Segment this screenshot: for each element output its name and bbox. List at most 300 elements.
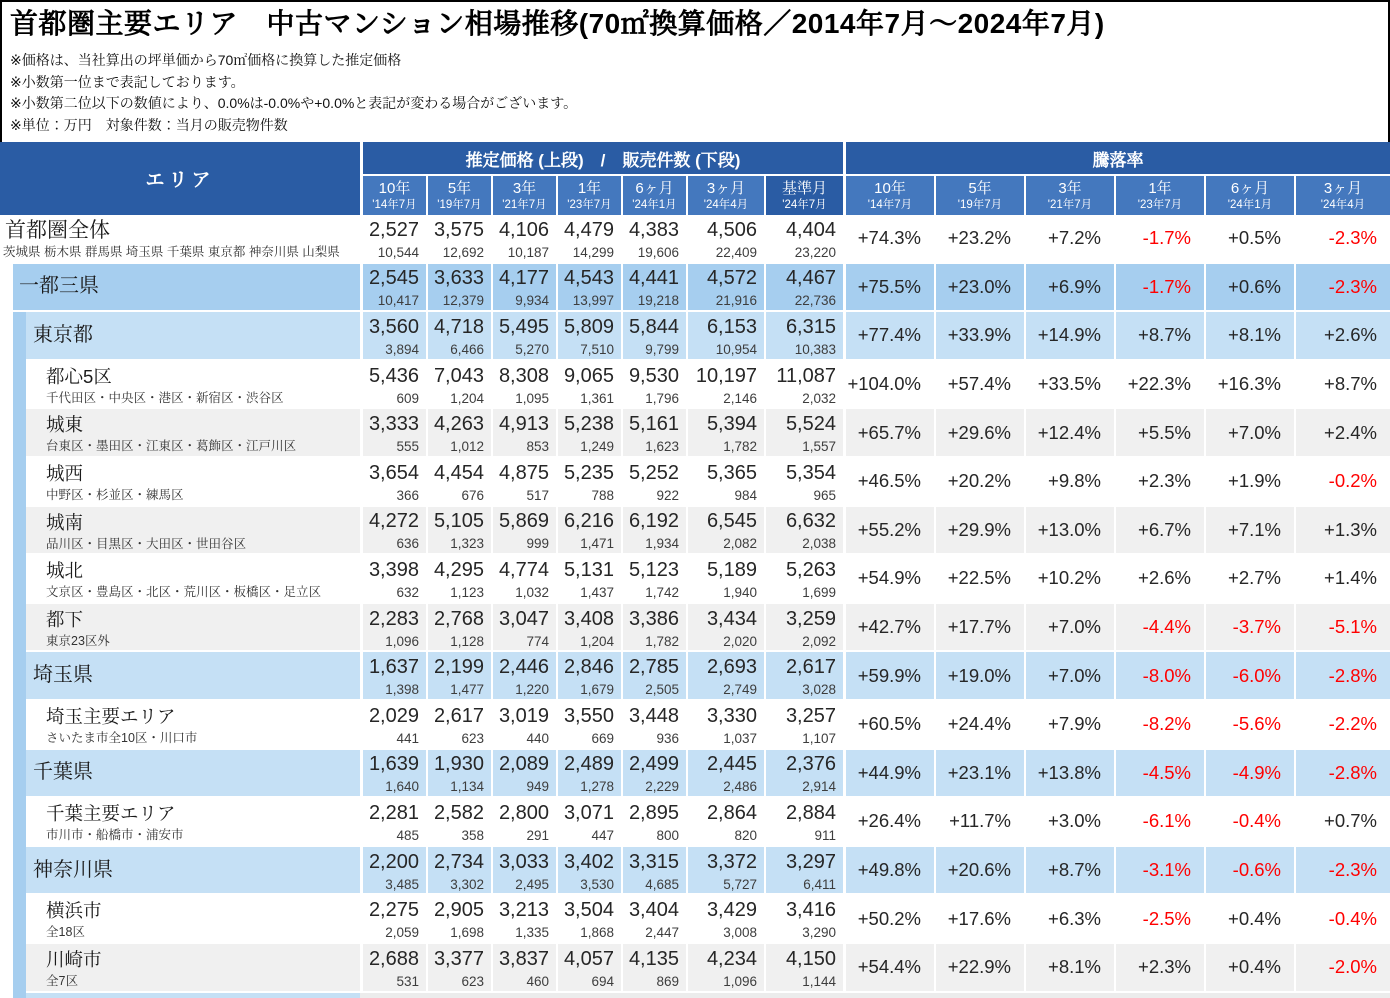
cutoff-row-sliver — [0, 993, 1390, 998]
price-cell — [558, 361, 623, 410]
price-cell — [428, 264, 493, 313]
listing-count: 10,544 — [377, 244, 419, 260]
hierarchy-strip — [13, 361, 26, 410]
rate-value: +2.6% — [1116, 555, 1206, 604]
listing-count: 636 — [396, 536, 419, 552]
page-title: 首都圏主要エリア 中古マンション相場推移(70㎡換算価格／2014年7月～2024年7月) — [10, 8, 1105, 39]
estimated-price: 4,506 — [706, 218, 757, 241]
area-content — [26, 847, 360, 894]
listing-count: 1,249 — [580, 439, 614, 455]
price-cell — [623, 361, 688, 410]
price-cell — [428, 215, 493, 264]
price-cell — [688, 264, 766, 313]
price-cell — [493, 847, 558, 896]
column-date-label: '19年7月 — [957, 198, 1003, 211]
table-header — [0, 142, 1390, 215]
area-name: 横浜市 — [46, 900, 102, 922]
listing-count: 965 — [813, 487, 836, 503]
rate-value: -0.2% — [1296, 458, 1390, 507]
column-period-label: 3ヶ月 — [1323, 179, 1363, 197]
rate-value: -0.6% — [1206, 847, 1296, 896]
listing-count: 1,623 — [645, 439, 679, 455]
title-row — [2, 2, 1388, 44]
estimated-price: 4,263 — [433, 413, 484, 436]
rate-value: +44.9% — [846, 750, 936, 799]
listing-count: 485 — [396, 827, 419, 843]
estimated-price: 3,837 — [498, 947, 549, 970]
listing-count: 694 — [591, 973, 614, 989]
rate-value: +22.9% — [936, 944, 1026, 993]
price-cell — [558, 944, 623, 993]
area-content — [26, 895, 360, 942]
price-group-header: 推定価格 (上段) / 販売件数 (下段) — [363, 142, 843, 176]
price-column-header — [558, 176, 623, 215]
price-cell — [623, 895, 688, 944]
price-cell — [428, 361, 493, 410]
rate-value: +22.3% — [1116, 361, 1206, 410]
rate-value: -5.6% — [1206, 701, 1296, 750]
area-cell — [0, 944, 360, 993]
area-name: 城西 — [46, 462, 84, 484]
hierarchy-strip — [13, 604, 26, 653]
listing-count: 788 — [591, 487, 614, 503]
price-cell — [688, 361, 766, 410]
rate-value: +8.7% — [1116, 312, 1206, 361]
column-period-label: 5年 — [968, 179, 992, 197]
estimated-price: 2,499 — [628, 753, 679, 776]
price-cell — [623, 264, 688, 313]
price-cell — [688, 507, 766, 556]
estimated-price: 2,905 — [433, 899, 484, 922]
rate-value: -0.4% — [1296, 895, 1390, 944]
estimated-price: 3,333 — [368, 413, 419, 436]
listing-count: 14,299 — [572, 244, 614, 260]
listing-count: 1,796 — [645, 390, 679, 406]
rate-value: -1.7% — [1116, 264, 1206, 313]
estimated-price: 3,416 — [785, 899, 836, 922]
estimated-price: 2,376 — [785, 753, 836, 776]
indent-spacer — [0, 361, 13, 408]
rate-value: +2.6% — [1296, 312, 1390, 361]
area-name: 千葉県 — [33, 761, 93, 784]
area-name: 城東 — [46, 414, 84, 436]
listing-count: 447 — [591, 827, 614, 843]
price-cell — [766, 312, 843, 361]
rate-value: +1.3% — [1296, 507, 1390, 556]
estimated-price: 10,197 — [695, 364, 757, 387]
price-cell — [623, 409, 688, 458]
listing-count: 1,123 — [450, 584, 484, 600]
price-cell — [363, 312, 428, 361]
price-cell — [688, 847, 766, 896]
rate-value: +33.9% — [936, 312, 1026, 361]
rate-value: -8.0% — [1116, 652, 1206, 701]
estimated-price: 4,404 — [785, 218, 836, 241]
price-column-headers — [363, 176, 843, 215]
rate-column-header — [936, 176, 1026, 215]
table-row — [0, 264, 1390, 313]
rate-value: +8.1% — [1026, 944, 1116, 993]
listing-count: 2,092 — [802, 633, 836, 649]
price-cell — [688, 798, 766, 847]
column-date-label: '24年4月 — [703, 198, 749, 211]
hierarchy-strip — [13, 312, 26, 361]
price-cell — [558, 215, 623, 264]
price-cell — [493, 458, 558, 507]
rate-value: -2.3% — [1296, 215, 1390, 264]
rate-value: +1.4% — [1296, 555, 1390, 604]
estimated-price: 6,315 — [785, 315, 836, 338]
column-period-label: 1年 — [1148, 179, 1172, 197]
rate-value: -6.1% — [1116, 798, 1206, 847]
estimated-price: 2,029 — [368, 704, 419, 727]
column-date-label: '23年7月 — [567, 198, 612, 211]
area-subtitle: 品川区・目黒区・大田区・世田谷区 — [46, 536, 247, 551]
price-cell — [623, 215, 688, 264]
area-content — [26, 458, 360, 505]
estimated-price: 3,377 — [433, 947, 484, 970]
listing-count: 1,361 — [580, 390, 614, 406]
price-cell — [493, 895, 558, 944]
area-subtitle: 千代田区・中央区・港区・新宿区・渋谷区 — [46, 390, 284, 405]
rate-value: -4.5% — [1116, 750, 1206, 799]
rate-value: +7.0% — [1026, 604, 1116, 653]
price-cell — [623, 847, 688, 896]
hierarchy-strip — [13, 847, 26, 896]
estimated-price: 5,436 — [368, 364, 419, 387]
estimated-price: 2,800 — [498, 801, 549, 824]
price-cell — [623, 944, 688, 993]
rate-column-header — [1206, 176, 1296, 215]
estimated-price: 5,252 — [628, 461, 679, 484]
estimated-price: 5,235 — [563, 461, 614, 484]
column-date-label: '24年7月 — [782, 198, 827, 211]
price-cell — [428, 458, 493, 507]
estimated-price: 7,043 — [433, 364, 484, 387]
area-cell — [0, 458, 360, 507]
listing-count: 1,037 — [723, 730, 757, 746]
price-column-header — [363, 176, 428, 215]
rate-value: +7.2% — [1026, 215, 1116, 264]
estimated-price: 3,654 — [368, 461, 419, 484]
listing-count: 3,290 — [802, 925, 836, 941]
table-row — [0, 458, 1390, 507]
estimated-price: 3,019 — [498, 704, 549, 727]
rate-value: +59.9% — [846, 652, 936, 701]
listing-count: 800 — [656, 827, 679, 843]
listing-count: 2,032 — [802, 390, 836, 406]
estimated-price: 3,575 — [433, 218, 484, 241]
rate-value: +13.0% — [1026, 507, 1116, 556]
price-cell — [558, 555, 623, 604]
indent-spacer — [0, 895, 13, 942]
estimated-price: 2,785 — [628, 656, 679, 679]
price-cell — [493, 944, 558, 993]
hierarchy-strip — [13, 895, 26, 944]
rate-value: +7.9% — [1026, 701, 1116, 750]
rate-value: +7.1% — [1206, 507, 1296, 556]
table-row — [0, 847, 1390, 896]
price-cell — [623, 750, 688, 799]
rate-value: +17.7% — [936, 604, 1026, 653]
price-cell — [493, 750, 558, 799]
indent-spacer — [0, 847, 13, 894]
listing-count: 3,008 — [723, 925, 757, 941]
price-cell — [688, 409, 766, 458]
notes — [2, 44, 1388, 140]
listing-count: 6,466 — [450, 341, 484, 357]
area-name: 都心5区 — [46, 365, 112, 387]
rate-value: +6.9% — [1026, 264, 1116, 313]
rate-value: +3.0% — [1026, 798, 1116, 847]
listing-count: 999 — [526, 536, 549, 552]
area-subtitle: 文京区・豊島区・北区・荒川区・板橋区・足立区 — [46, 585, 322, 600]
estimated-price: 5,123 — [628, 558, 679, 581]
listing-count: 3,485 — [385, 876, 419, 892]
rate-value: +19.0% — [936, 652, 1026, 701]
listing-count: 6,411 — [803, 876, 836, 892]
area-cell — [0, 798, 360, 847]
table-row — [0, 361, 1390, 410]
price-cell — [493, 701, 558, 750]
price-cell — [688, 944, 766, 993]
rate-value: +0.7% — [1296, 798, 1390, 847]
estimated-price: 2,895 — [628, 801, 679, 824]
listing-count: 936 — [656, 730, 679, 746]
area-name: 埼玉主要エリア — [46, 705, 176, 727]
rate-value: +23.1% — [936, 750, 1026, 799]
listing-count: 9,934 — [515, 293, 549, 309]
rate-value: +23.2% — [936, 215, 1026, 264]
listing-count: 358 — [461, 827, 484, 843]
area-cell — [0, 507, 360, 556]
area-cell — [0, 555, 360, 604]
price-cell — [428, 409, 493, 458]
column-period-label: 基準月 — [781, 179, 827, 197]
price-cell — [766, 361, 843, 410]
rate-column-header — [1026, 176, 1116, 215]
estimated-price: 3,071 — [563, 801, 614, 824]
price-cell — [363, 847, 428, 896]
rate-value: +29.6% — [936, 409, 1026, 458]
price-cell — [766, 847, 843, 896]
price-cell — [428, 944, 493, 993]
estimated-price: 2,864 — [706, 801, 757, 824]
column-date-label: '24年4月 — [1320, 198, 1366, 211]
price-column-header — [428, 176, 493, 215]
estimated-price: 2,734 — [433, 850, 484, 873]
price-cell — [363, 361, 428, 410]
estimated-price: 5,161 — [628, 413, 679, 436]
listing-count: 632 — [396, 584, 419, 600]
price-cell — [493, 409, 558, 458]
listing-count: 2,229 — [645, 779, 679, 795]
area-content — [26, 409, 360, 456]
price-cell — [428, 750, 493, 799]
estimated-price: 2,768 — [433, 607, 484, 630]
listing-count: 869 — [656, 973, 679, 989]
estimated-price: 5,189 — [706, 558, 757, 581]
rate-value: +20.2% — [936, 458, 1026, 507]
price-header-group — [363, 142, 843, 215]
estimated-price: 5,869 — [498, 510, 549, 533]
price-cell — [428, 604, 493, 653]
rate-value: +12.4% — [1026, 409, 1116, 458]
estimated-price: 6,545 — [706, 510, 757, 533]
estimated-price: 4,150 — [785, 947, 836, 970]
listing-count: 4,685 — [645, 876, 679, 892]
rate-value: +0.4% — [1206, 944, 1296, 993]
estimated-price: 4,479 — [563, 218, 614, 241]
area-name: 東京都 — [33, 323, 93, 346]
listing-count: 1,940 — [723, 584, 757, 600]
estimated-price: 4,272 — [368, 510, 419, 533]
price-cell — [623, 507, 688, 556]
rate-value: +77.4% — [846, 312, 936, 361]
rate-value: +26.4% — [846, 798, 936, 847]
estimated-price: 3,259 — [785, 607, 836, 630]
rate-value: +23.0% — [936, 264, 1026, 313]
estimated-price: 4,454 — [433, 461, 484, 484]
area-content — [26, 361, 360, 408]
price-cell — [623, 312, 688, 361]
area-content — [26, 604, 360, 651]
area-content — [26, 555, 360, 602]
table-row — [0, 555, 1390, 604]
listing-count: 22,736 — [794, 293, 836, 309]
listing-count: 23,220 — [794, 244, 836, 260]
price-cell — [766, 944, 843, 993]
estimated-price: 2,846 — [563, 656, 614, 679]
estimated-price: 6,192 — [628, 510, 679, 533]
price-cell — [558, 458, 623, 507]
price-column-header — [688, 176, 766, 215]
indent-spacer — [0, 312, 13, 359]
area-content — [26, 507, 360, 554]
column-period-label: 6ヶ月 — [635, 179, 674, 197]
listing-count: 7,510 — [580, 341, 614, 357]
rate-value: -2.8% — [1296, 652, 1390, 701]
price-cell — [428, 895, 493, 944]
estimated-price: 2,489 — [563, 753, 614, 776]
price-cell — [766, 652, 843, 701]
price-cell — [558, 604, 623, 653]
listing-count: 2,146 — [723, 390, 757, 406]
estimated-price: 4,383 — [628, 218, 679, 241]
rate-value: +104.0% — [846, 361, 936, 410]
area-content — [26, 798, 360, 845]
estimated-price: 2,527 — [368, 218, 419, 241]
price-cell — [558, 847, 623, 896]
column-date-label: '14年7月 — [372, 198, 417, 211]
price-cell — [558, 507, 623, 556]
rate-value: +11.7% — [936, 798, 1026, 847]
rate-value: -8.2% — [1116, 701, 1206, 750]
rate-value: +50.2% — [846, 895, 936, 944]
estimated-price: 8,308 — [498, 364, 549, 387]
listing-count: 984 — [734, 487, 757, 503]
listing-count: 1,204 — [580, 633, 614, 649]
estimated-price: 2,200 — [368, 850, 419, 873]
area-cell — [0, 895, 360, 944]
column-period-label: 10年 — [874, 179, 906, 197]
area-subtitle: 全18区 — [46, 925, 85, 940]
area-name: 城北 — [46, 560, 84, 582]
listing-count: 1,398 — [385, 682, 419, 698]
price-cell — [493, 604, 558, 653]
price-cell — [623, 604, 688, 653]
estimated-price: 3,434 — [706, 607, 757, 630]
table-row — [0, 944, 1390, 993]
estimated-price: 4,441 — [628, 267, 679, 290]
listing-count: 1,477 — [450, 682, 484, 698]
price-cell — [623, 701, 688, 750]
price-cell — [493, 361, 558, 410]
listing-count: 774 — [526, 633, 549, 649]
listing-count: 22,409 — [715, 244, 757, 260]
listing-count: 949 — [526, 779, 549, 795]
price-cell — [558, 895, 623, 944]
estimated-price: 3,404 — [628, 899, 679, 922]
area-subtitle: 全7区 — [46, 973, 78, 988]
estimated-price: 5,105 — [433, 510, 484, 533]
price-cell — [766, 215, 843, 264]
price-cell — [766, 895, 843, 944]
area-name: 埼玉県 — [33, 664, 93, 687]
estimated-price: 3,402 — [563, 850, 614, 873]
table-body — [0, 215, 1390, 993]
area-cell — [0, 409, 360, 458]
listing-count: 3,894 — [385, 341, 419, 357]
listing-count: 1,698 — [450, 925, 484, 941]
estimated-price: 5,131 — [563, 558, 614, 581]
table-row — [0, 798, 1390, 847]
listing-count: 1,278 — [580, 779, 614, 795]
estimated-price: 4,543 — [563, 267, 614, 290]
rate-value: +6.7% — [1116, 507, 1206, 556]
rate-value: +42.7% — [846, 604, 936, 653]
estimated-price: 2,617 — [785, 656, 836, 679]
cutoff-area — [0, 993, 360, 998]
estimated-price: 6,153 — [706, 315, 757, 338]
price-cell — [493, 798, 558, 847]
rate-value: -2.3% — [1296, 264, 1390, 313]
area-content — [26, 750, 360, 797]
rate-value: +54.9% — [846, 555, 936, 604]
listing-count: 853 — [526, 439, 549, 455]
estimated-price: 1,637 — [368, 656, 419, 679]
hierarchy-strip — [13, 409, 26, 458]
listing-count: 1,640 — [385, 779, 419, 795]
top-section — [0, 0, 1390, 142]
price-cell — [766, 604, 843, 653]
price-cell — [363, 701, 428, 750]
listing-count: 1,096 — [385, 633, 419, 649]
column-period-label: 3年 — [512, 179, 537, 197]
rate-value: +8.7% — [1296, 361, 1390, 410]
listing-count: 3,028 — [802, 682, 836, 698]
listing-count: 2,447 — [645, 925, 679, 941]
listing-count: 9,799 — [645, 341, 679, 357]
listing-count: 1,699 — [802, 584, 836, 600]
indent-spacer — [0, 944, 13, 991]
listing-count: 1,868 — [580, 925, 614, 941]
listing-count: 1,335 — [515, 925, 549, 941]
listing-count: 2,749 — [723, 682, 757, 698]
rate-value: -3.7% — [1206, 604, 1296, 653]
column-date-label: '24年1月 — [632, 198, 677, 211]
listing-count: 609 — [396, 390, 419, 406]
